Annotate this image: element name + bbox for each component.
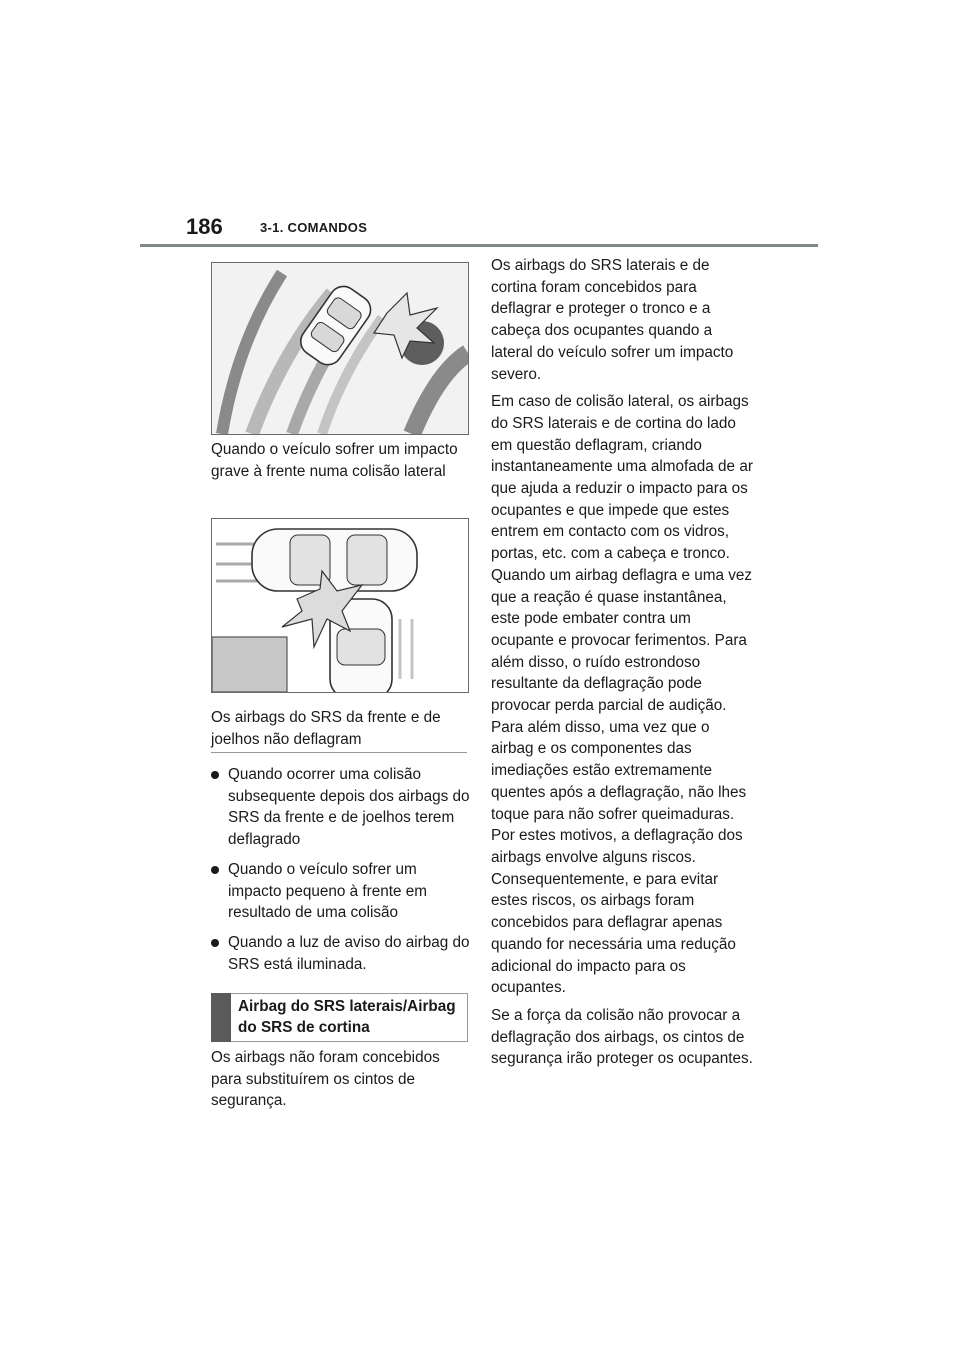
section-heading: Airbag do SRS laterais/Airbag do SRS de cortina — [238, 998, 456, 1036]
section-title: 3-1. COMANDOS — [260, 220, 368, 235]
paragraph: Os airbags do SRS laterais e de cortina foram concebidos para deflagrar e proteger o tronco e a cabeça dos ocupantes quando a lateral do veículo sofrer um impacto severo. — [491, 257, 734, 383]
curve-collision-illustration — [212, 263, 468, 434]
section-heading-bar — [211, 993, 231, 1042]
bullet-item: Quando o veículo sofrer um impacto pequeno à frente em resultado de uma colisão — [211, 859, 471, 924]
paragraph-left: Os airbags não foram concebidos para substituírem os cintos de segurança. — [211, 1049, 440, 1110]
bullet-dot-icon — [211, 939, 219, 947]
note-box — [211, 707, 467, 753]
paragraph: Se a força da colisão não provocar a deflagração dos airbags, os cintos de segurança irão proteger os ocupantes. — [491, 1006, 753, 1068]
section-heading-box — [211, 993, 468, 1042]
bullet-dot-icon — [211, 771, 219, 779]
right-column — [491, 255, 753, 1076]
figure-caption-1: Quando o veículo sofrer um impacto grave à frente numa colisão lateral — [211, 441, 458, 480]
paragraph: Em caso de colisão lateral, os airbags do SRS laterais e de cortina do lado em questão deflagram, criando instantaneamente uma almofada de ar que ajuda a reduzir o impacto para os ocupantes e que impede que estes entrem em contacto com os vidros, portas, etc. com a cabeça e tronco. Quando um airbag deflagra e uma vez que a reação é quase instantânea, este pode embater contra um ocupante e provocar ferimentos. Para além disso, o ruído estrondoso resultante da deflagração pode provocar perda parcial de audição. Para além disso, uma vez que o airbag e os componentes das imediações estão extremamente quentes após a deflagração, não lhes toque para não sofrer queimaduras. Por estes motivos, a deflagração dos airbags envolve alguns riscos. Consequentemente, e para evitar estes riscos, os airbags foram concebidos para deflagrar apenas quando for necessária uma redução adicional do impacto para os ocupantes. — [491, 393, 753, 997]
figure-side-collision — [211, 518, 469, 693]
bullet-item: Quando a luz de aviso do airbag do SRS está iluminada. — [211, 932, 471, 975]
page-number: 186 — [186, 214, 223, 239]
side-collision-illustration — [212, 519, 468, 692]
bullet-dot-icon — [211, 866, 219, 874]
bullet-item: Quando ocorrer uma colisão subsequente depois dos airbags do SRS da frente e de joelhos terem deflagrado — [211, 764, 471, 851]
note-text: Os airbags do SRS da frente e de joelhos não deflagram — [211, 709, 441, 748]
bullet-list — [211, 764, 471, 983]
figure-curve-collision — [211, 262, 469, 435]
header-rule — [140, 244, 818, 247]
